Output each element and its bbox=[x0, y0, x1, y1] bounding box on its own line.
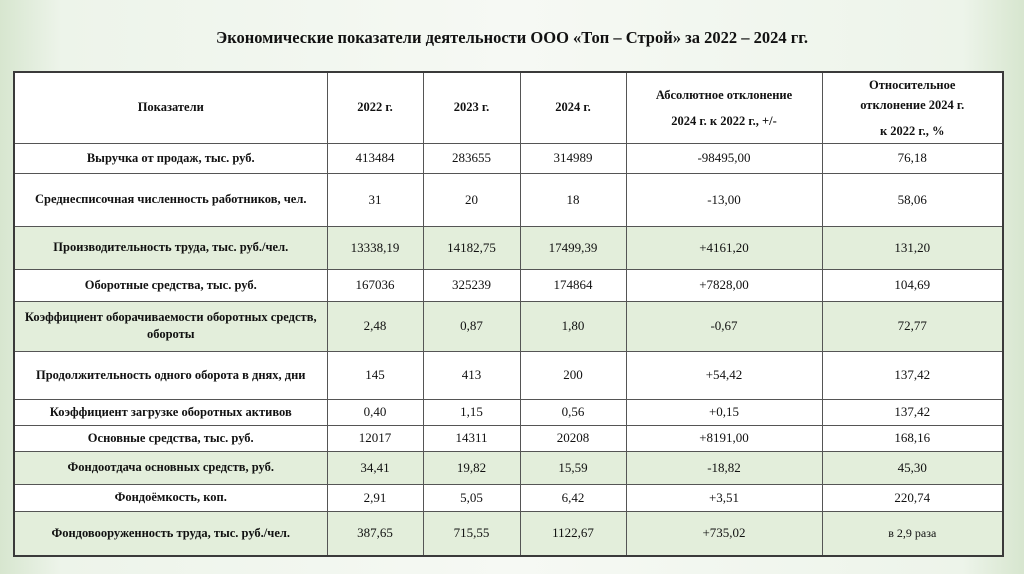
cell-relative: 58,06 bbox=[822, 173, 1003, 226]
table-row bbox=[14, 484, 1003, 511]
cell-absolute: -13,00 bbox=[626, 173, 822, 226]
cell-2022: 145 bbox=[327, 351, 423, 399]
row-label: Коэффициент оборачиваемости оборотных средств, обороты bbox=[14, 301, 327, 351]
header-2024: 2024 г. bbox=[520, 72, 626, 143]
cell-absolute: +3,51 bbox=[626, 484, 822, 511]
table-row bbox=[14, 301, 1003, 351]
row-label: Выручка от продаж, тыс. руб. bbox=[14, 143, 327, 173]
cell-2023: 283655 bbox=[423, 143, 520, 173]
page-title: Экономические показатели деятельности ООО «Топ – Строй» за 2022 – 2024 гг. bbox=[216, 28, 808, 47]
cell-relative: 168,16 bbox=[822, 425, 1003, 451]
cell-2024: 0,56 bbox=[520, 399, 626, 425]
cell-2022: 0,40 bbox=[327, 399, 423, 425]
cell-relative: 72,77 bbox=[822, 301, 1003, 351]
row-label: Среднесписочная численность работников, чел. bbox=[14, 173, 327, 226]
row-label: Продолжительность одного оборота в днях, дни bbox=[14, 351, 327, 399]
cell-relative: 137,42 bbox=[822, 399, 1003, 425]
cell-2022: 2,48 bbox=[327, 301, 423, 351]
header-absolute-line1: Абсолютное отклонение bbox=[655, 87, 793, 102]
row-label: Коэффициент загрузке оборотных активов bbox=[14, 399, 327, 425]
cell-2024: 1,80 bbox=[520, 301, 626, 351]
header-relative-line3: к 2022 г., % bbox=[879, 123, 945, 138]
cell-2023: 20 bbox=[423, 173, 520, 226]
cell-2023: 14311 bbox=[423, 425, 520, 451]
cell-2024: 17499,39 bbox=[520, 226, 626, 269]
table-row bbox=[14, 173, 1003, 226]
indicators-table bbox=[13, 71, 1004, 557]
table-row bbox=[14, 351, 1003, 399]
cell-2023: 5,05 bbox=[423, 484, 520, 511]
cell-relative: 45,30 bbox=[822, 451, 1003, 484]
row-label: Основные средства, тыс. руб. bbox=[14, 425, 327, 451]
cell-2024: 1122,67 bbox=[520, 511, 626, 556]
cell-2024: 20208 bbox=[520, 425, 626, 451]
cell-2022: 12017 bbox=[327, 425, 423, 451]
cell-2023: 0,87 bbox=[423, 301, 520, 351]
cell-2022: 2,91 bbox=[327, 484, 423, 511]
header-2023: 2023 г. bbox=[423, 72, 520, 143]
cell-relative: в 2,9 раза bbox=[822, 511, 1003, 556]
cell-2022: 167036 bbox=[327, 269, 423, 301]
cell-relative: 220,74 bbox=[822, 484, 1003, 511]
cell-2024: 18 bbox=[520, 173, 626, 226]
table-header-row bbox=[14, 72, 1003, 143]
cell-relative: 76,18 bbox=[822, 143, 1003, 173]
cell-2022: 413484 bbox=[327, 143, 423, 173]
cell-2022: 34,41 bbox=[327, 451, 423, 484]
cell-absolute: +7828,00 bbox=[626, 269, 822, 301]
cell-absolute: +8191,00 bbox=[626, 425, 822, 451]
cell-2024: 314989 bbox=[520, 143, 626, 173]
table-row bbox=[14, 511, 1003, 556]
row-label: Оборотные средства, тыс. руб. bbox=[14, 269, 327, 301]
header-relative-line2: отклонение 2024 г. bbox=[860, 97, 965, 112]
cell-absolute: +4161,20 bbox=[626, 226, 822, 269]
cell-2024: 174864 bbox=[520, 269, 626, 301]
header-relative-deviation bbox=[822, 72, 1003, 143]
table-row bbox=[14, 399, 1003, 425]
cell-absolute: -98495,00 bbox=[626, 143, 822, 173]
cell-2023: 325239 bbox=[423, 269, 520, 301]
cell-2024: 200 bbox=[520, 351, 626, 399]
cell-2022: 31 bbox=[327, 173, 423, 226]
table-row bbox=[14, 226, 1003, 269]
row-label: Фондовооруженность труда, тыс. руб./чел. bbox=[14, 511, 327, 556]
cell-absolute: +0,15 bbox=[626, 399, 822, 425]
header-absolute-line2: 2024 г. к 2022 г., +/- bbox=[671, 113, 777, 128]
header-absolute-deviation bbox=[626, 72, 822, 143]
cell-absolute: +54,42 bbox=[626, 351, 822, 399]
cell-absolute: -0,67 bbox=[626, 301, 822, 351]
table-row bbox=[14, 451, 1003, 484]
row-label: Фондоёмкость, коп. bbox=[14, 484, 327, 511]
cell-2023: 19,82 bbox=[423, 451, 520, 484]
row-label: Фондоотдача основных средств, руб. bbox=[14, 451, 327, 484]
cell-relative: 131,20 bbox=[822, 226, 1003, 269]
cell-relative: 137,42 bbox=[822, 351, 1003, 399]
header-2022: 2022 г. bbox=[327, 72, 423, 143]
cell-absolute: +735,02 bbox=[626, 511, 822, 556]
cell-2024: 15,59 bbox=[520, 451, 626, 484]
header-indicator: Показатели bbox=[14, 72, 327, 143]
cell-2022: 387,65 bbox=[327, 511, 423, 556]
table-row bbox=[14, 269, 1003, 301]
row-label: Производительность труда, тыс. руб./чел. bbox=[14, 226, 327, 269]
table-row bbox=[14, 143, 1003, 173]
table-row bbox=[14, 425, 1003, 451]
cell-2023: 413 bbox=[423, 351, 520, 399]
cell-2023: 1,15 bbox=[423, 399, 520, 425]
cell-2023: 14182,75 bbox=[423, 226, 520, 269]
cell-2022: 13338,19 bbox=[327, 226, 423, 269]
header-relative-line1: Относительное bbox=[869, 77, 956, 92]
cell-absolute: -18,82 bbox=[626, 451, 822, 484]
cell-2023: 715,55 bbox=[423, 511, 520, 556]
cell-relative: 104,69 bbox=[822, 269, 1003, 301]
cell-2024: 6,42 bbox=[520, 484, 626, 511]
